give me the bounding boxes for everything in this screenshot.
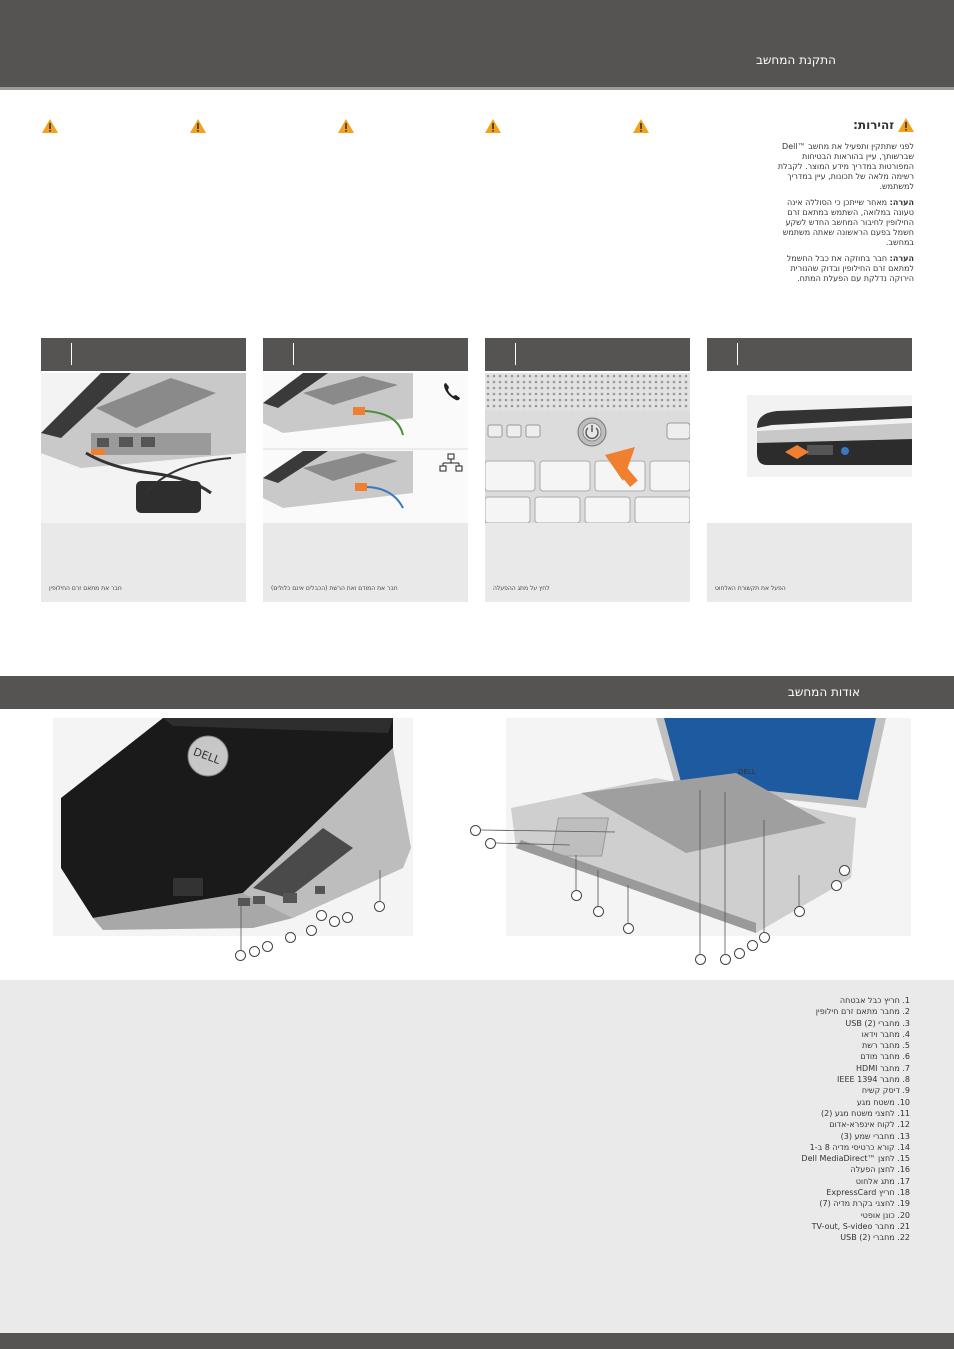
power-button-icon[interactable] — [577, 417, 607, 447]
legend-item: 13. מחברי שמע (3) — [840, 1131, 910, 1141]
note-label: הערה: — [889, 198, 914, 207]
warnings-title: זהירות: — [853, 118, 894, 132]
legend-item: 11. לחצני משטח מגע (2) — [820, 1108, 910, 1118]
step-caption: חבר את מתאם זרם החילופין — [49, 585, 122, 592]
legend-item: 22. מחברי USB (2) — [840, 1233, 910, 1243]
setup-header-bar — [0, 0, 954, 87]
step-caption-box — [485, 523, 690, 602]
legend-item: 6. מחבר מודם — [860, 1052, 910, 1062]
legend-item: 14. קורא כרטיסי מדיה 8 ב-1 — [809, 1142, 910, 1152]
phone-icon — [441, 381, 463, 403]
about-section-title: אודות המחשב — [787, 685, 860, 699]
note-paragraph — [776, 198, 914, 248]
legend-item: 12. לקוח אינפרא-אדום — [829, 1120, 910, 1130]
legend-item: 1. חריץ כבל אבטחה — [839, 996, 910, 1005]
warning-triangle-icon — [42, 119, 58, 133]
legend-item: 21. מחבר TV-out, S-video — [811, 1221, 910, 1231]
warning-paragraph: לפני שתתקין ותפעיל את מחשב ™Dell שברשותך, עיין בהוראות הבטיחות המפורטות במדריך מידע המוצר. לקבלת רשימה מלאה של תכונות, עיין במדריך למשתמש. — [777, 142, 914, 191]
legend-item: 3. מחברי USB (2) — [845, 1018, 910, 1028]
setup-section-title: התקנת המחשב — [755, 53, 836, 67]
header-divider — [0, 87, 954, 90]
warning-triangle-icon — [485, 119, 501, 133]
warnings-block — [776, 118, 914, 284]
legend-item: 10. משטח מגע — [856, 1097, 910, 1107]
step-illustration — [707, 373, 912, 523]
step-illustration — [485, 373, 690, 523]
footer-bar — [0, 1333, 954, 1349]
note-text: מאחר שייתכן כי הסוללה אינה טעונה במלואה, השתמש במתאם זרם החילופין לחיבור המחשב החדש לשקע חשמל בפעם הראשונה שאתה משתמש במחשב. — [782, 198, 914, 247]
legend-item: 20. כונן אופטי — [860, 1210, 910, 1220]
step-caption: לחץ על מתג ההפעלה — [493, 585, 550, 592]
callout-leader-lines — [0, 700, 954, 970]
warning-triangle-icon — [898, 118, 914, 132]
step-header — [41, 338, 246, 371]
legend-item: 5. מחבר רשת — [862, 1041, 910, 1051]
warning-triangle-icon — [338, 119, 354, 133]
warning-triangle-icon — [190, 119, 206, 133]
setup-step-modem-network — [263, 338, 468, 602]
component-legend — [700, 995, 910, 1244]
legend-item: 17. מתג אלחוט — [855, 1176, 910, 1186]
step-illustration — [41, 373, 246, 523]
legend-item: 8. מחבר IEEE 1394 — [837, 1075, 910, 1085]
svg-text:DELL: DELL — [191, 745, 222, 767]
legend-item: 2. מחבר מתאם זרם חילופין — [815, 1007, 910, 1017]
step-header — [707, 338, 912, 371]
step-caption: הפעל את תקשורת האלחוט — [715, 585, 786, 592]
note-text: חבר בחוזקה את כבל החשמל למתאם זרם החילופין ובדוק שהנורית הירוקה נדלקת עם הפעלת המתח. — [786, 254, 914, 283]
note-label: הערה: — [889, 254, 914, 263]
setup-step-wireless — [707, 338, 912, 602]
legend-item: 16. לחצן הפעלה — [850, 1165, 910, 1175]
legend-item: 9. דיסק קשיח — [861, 1086, 910, 1096]
step-caption: חבר את המודם ואת הרשת (הכבלים אינם כלולים) — [271, 585, 398, 592]
svg-text:DELL: DELL — [738, 768, 756, 776]
note-paragraph — [776, 254, 914, 284]
legend-item: 19. לחצני בקרת מדיה (7) — [819, 1199, 910, 1209]
warning-triangle-icon — [633, 119, 649, 133]
setup-step-power-adapter — [41, 338, 246, 602]
legend-item: 7. מחבר HDMI — [856, 1063, 910, 1073]
legend-item: 18. חריץ ExpressCard — [826, 1188, 910, 1198]
step-header — [485, 338, 690, 371]
step-caption-box — [41, 523, 246, 602]
legend-item: 4. מחבר וידאו — [861, 1029, 910, 1039]
step-caption-box — [707, 523, 912, 602]
step-illustration — [263, 373, 468, 523]
step-header — [263, 338, 468, 371]
setup-step-power-button — [485, 338, 690, 602]
network-icon — [439, 453, 463, 473]
legend-item: 15. לחצן ™Dell MediaDirect — [801, 1154, 910, 1164]
step-caption-box — [263, 523, 468, 602]
